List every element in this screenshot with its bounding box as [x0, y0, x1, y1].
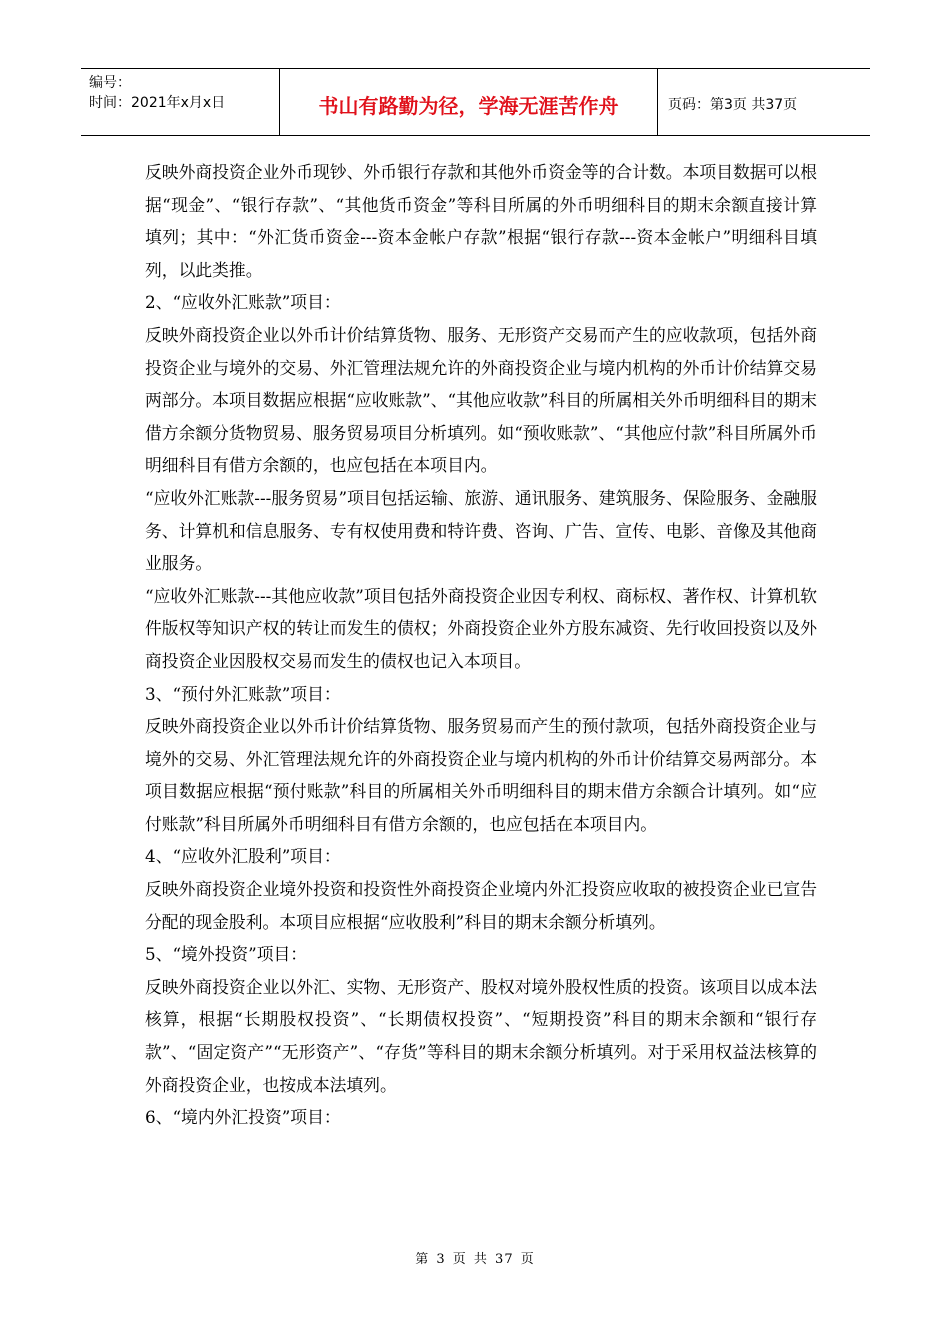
document-body	[145, 156, 817, 1134]
header-motto: 书山有路勤为径，学海无涯苦作舟	[280, 69, 658, 135]
section-heading: 2、“应收外汇账款”项目：	[145, 292, 341, 313]
section-heading: 6、“境内外汇投资”项目：	[145, 1107, 341, 1128]
section-heading: 4、“应收外汇股利”项目：	[145, 846, 341, 867]
paragraph: 反映外商投资企业以外币计价结算货物、服务、无形资产交易而产生的应收款项，包括外商投资企业与境外的交易、外汇管理法规允许的外商投资企业与境内机构的外币计价结算交易两部分。本项目数据应根据“应收账款”、“其他应收款”科目的所属相关外币明细科目的期末借方余额分货物贸易、服务贸易项目分析填列。如“预收账款”、“其他应付款”科目所属外币明细科目有借方余额的，也应包括在本项目内。	[145, 324, 818, 476]
page-footer: 第 3 页 共 37 页	[415, 1252, 535, 1267]
paragraph: 反映外商投资企业外币现钞、外币银行存款和其他外币资金等的合计数。本项目数据可以根据“现金”、“银行存款”、“其他货币资金”等科目所属的外币明细科目的期末余额直接计算填列；其中：“外汇货币资金---资本金帐户存款”根据“银行存款---资本金帐户”明细科目填列，以此类推。	[145, 162, 817, 280]
header-meta	[81, 69, 280, 135]
document-time: 时间：2021年x月x日	[89, 95, 226, 111]
page-header	[81, 68, 870, 136]
paragraph: 反映外商投资企业境外投资和投资性外商投资企业境内外汇投资应收取的被投资企业已宣告分配的现金股利。本项目应根据“应收股利”科目的期末余额分析填列。	[145, 879, 817, 932]
section-heading: 3、“预付外汇账款”项目：	[145, 683, 341, 704]
paragraph: “应收外汇账款---其他应收款”项目包括外商投资企业因专利权、商标权、著作权、计算机软件版权等知识产权的转让而发生的债权；外商投资企业外方股东减资、先行收回投资以及外商投资企业因股权交易而发生的债权也记入本项目。	[145, 585, 817, 671]
paragraph: 反映外商投资企业以外币计价结算货物、服务贸易而产生的预付款项，包括外商投资企业与境外的交易、外汇管理法规允许的外商投资企业与境内机构的外币计价结算交易两部分。本项目数据应根据“预付账款”科目的所属相关外币明细科目的期末借方余额合计填列。如“应付账款”科目所属外币明细科目有借方余额的，也应包括在本项目内。	[145, 716, 817, 834]
paragraph: 反映外商投资企业以外汇、实物、无形资产、股权对境外股权性质的投资。该项目以成本法核算，根据“长期股权投资”、“长期债权投资”、“短期投资”科目的期末余额和“银行存款”、“固定资产”“无形资产”、“存货”等科目的期末余额分析填列。对于采用权益法核算的外商投资企业，也按成本法填列。	[145, 976, 817, 1095]
section-heading: 5、“境外投资”项目：	[145, 944, 308, 965]
header-page-info: 页码：第3页 共37页	[668, 97, 798, 113]
document-number: 编号：	[89, 75, 131, 91]
paragraph: “应收外汇账款---服务贸易”项目包括运输、旅游、通讯服务、建筑服务、保险服务、金融服务、计算机和信息服务、专有权使用费和特许费、咨询、广告、宣传、电影、音像及其他商业服务。	[145, 487, 817, 574]
